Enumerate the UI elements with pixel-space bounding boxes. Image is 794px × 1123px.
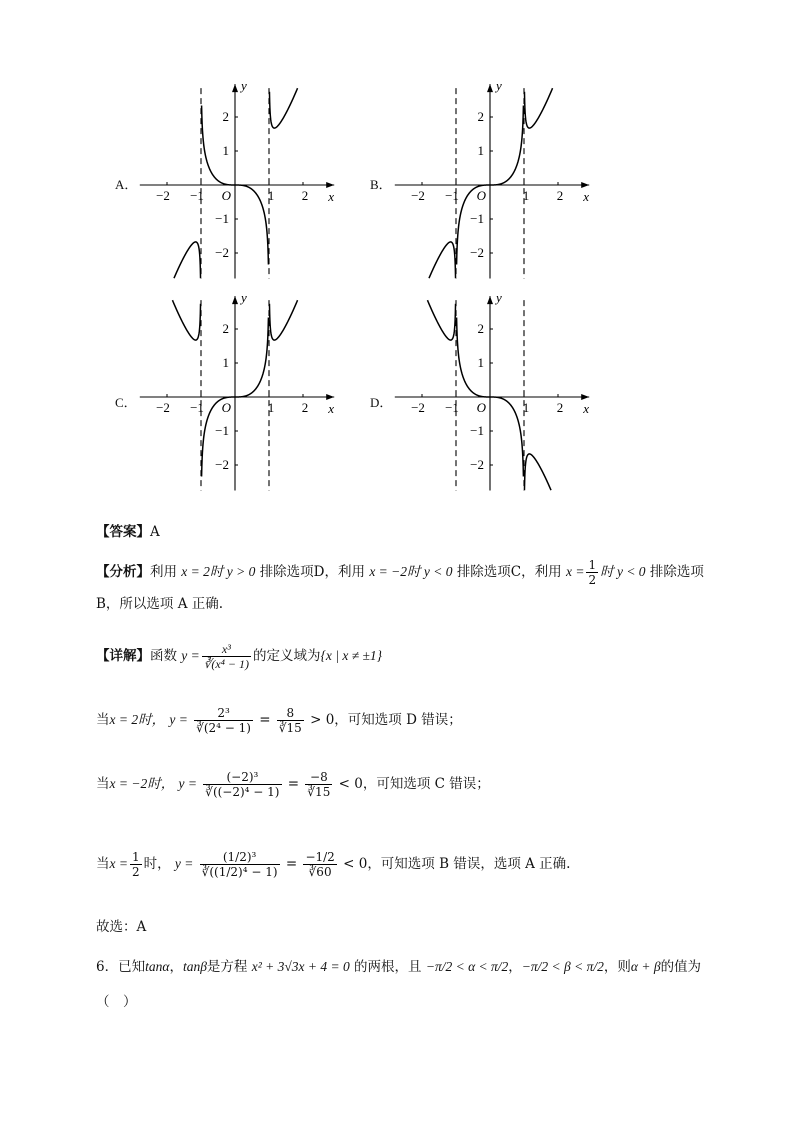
y-tick-label: 1 — [222, 355, 229, 370]
q6-tan-beta: tanβ — [182, 959, 207, 974]
y-tick-label: −1 — [470, 211, 484, 226]
x-tick-label: 1 — [267, 188, 275, 203]
analysis-cond-1: x = 2时 y > 0 — [181, 564, 256, 579]
detail-text-1: 函数 — [150, 648, 177, 664]
x-tick-label: 1 — [522, 400, 530, 415]
case1-line — [96, 706, 734, 735]
graph-option-b — [395, 78, 589, 292]
answer-value: A — [150, 524, 160, 540]
origin-label: O — [476, 188, 486, 203]
analysis-text-1: 利用 — [150, 564, 177, 580]
analysis-text-4: 排除选项 — [649, 564, 704, 580]
curve-right-branch — [524, 88, 552, 128]
case3-line — [96, 850, 734, 879]
y-tick-label: 2 — [477, 321, 484, 336]
q6-text-2: 是方程 — [206, 959, 248, 975]
case2-fraction-1: $\frac{\text{(−2)³}}{\text{∛((−2)⁴ − 1)}}$ — [205, 770, 280, 799]
case2-fraction-2: $\frac{-8}{∛15}$ — [307, 770, 331, 799]
y-tick-label: 1 — [477, 143, 484, 158]
q6-equation: x² + 3√3x + 4 = 0 — [251, 959, 350, 974]
answer-line — [96, 522, 734, 542]
graph-option-c — [140, 290, 334, 504]
case1-fraction-2: $\frac{8}{∛15}$ — [278, 706, 302, 735]
question6-line-2 — [96, 992, 734, 1012]
case1-fraction-1: $\frac{\text{2³}}{\text{∛(2⁴ − 1)}}$ — [196, 706, 251, 735]
curve-left-branch — [427, 300, 455, 340]
analysis-text-2: 排除选项D，利用 — [259, 564, 366, 580]
case3-tail: ，可知选项 B 错误，选项 A 正确. — [367, 856, 571, 872]
y-axis-label: y — [496, 290, 502, 306]
x-tick-label: −1 — [445, 400, 459, 415]
q6-text-3: 的两根，且 — [354, 959, 422, 975]
case3-cond-a: x = — [109, 856, 128, 871]
conclusion-text: 故选：A — [96, 919, 147, 935]
x-axis-arrow-icon — [581, 394, 589, 400]
detail-func-fraction: $\frac{\text{x³}}{\text{∛(x⁴ − 1)}}$ — [203, 642, 250, 671]
y-tick-label: −2 — [470, 457, 484, 472]
analysis-cond-3a: x = — [565, 564, 585, 579]
x-tick-label: −1 — [445, 188, 459, 203]
origin-label: O — [476, 400, 486, 415]
case3-cond-b: 时， — [143, 856, 171, 872]
q6-alpha-plus-beta: α + β — [630, 959, 661, 974]
case1-rel: > 0 — [310, 712, 335, 728]
x-axis-arrow-icon — [326, 394, 334, 400]
x-axis-label: x — [583, 189, 589, 204]
analysis-line-2 — [96, 594, 734, 614]
case3-lhs: y = — [174, 856, 194, 871]
q6-range-alpha: −π/2 < α < π/2 — [425, 959, 509, 974]
y-tick-label: 1 — [222, 143, 229, 158]
x-axis-label: x — [583, 401, 589, 416]
y-axis-label: y — [241, 290, 247, 306]
y-tick-label: 2 — [222, 321, 229, 336]
case3-prefix: 当 — [96, 856, 110, 872]
detail-text-2: 的定义域为 — [253, 648, 321, 664]
case2-line — [96, 770, 734, 799]
detail-tag: 【详解】 — [96, 648, 150, 664]
case2-rel: < 0 — [338, 776, 363, 792]
case2-lhs: y = — [178, 776, 197, 791]
case3-rel: < 0 — [343, 856, 368, 872]
detail-domain: {x | x ≠ ±1} — [320, 648, 383, 663]
case2-tail: ，可知选项 C 错误； — [362, 776, 490, 792]
option-c-label: C． — [115, 395, 137, 410]
y-axis-arrow-icon — [232, 296, 238, 304]
detail-line — [96, 642, 734, 671]
case2-cond: x = −2时， — [109, 776, 175, 791]
analysis-line-1 — [96, 558, 734, 587]
analysis-tag: 【分析】 — [96, 564, 150, 580]
x-tick-label: 1 — [267, 400, 275, 415]
detail-func-lhs: y = — [181, 648, 200, 663]
graph-option-a — [140, 78, 334, 292]
x-tick-label: 2 — [301, 400, 309, 415]
q6-range-beta: −π/2 < β < π/2 — [521, 959, 604, 974]
case1-tail: ，可知选项 D 错误； — [334, 712, 462, 728]
analysis-conclusion: B，所以选项 A 正确. — [96, 596, 224, 612]
y-axis-arrow-icon — [487, 296, 493, 304]
case2-eq: = — [287, 776, 300, 792]
graph-svg — [395, 290, 589, 504]
curve-right-branch — [269, 300, 297, 340]
x-tick-label: −2 — [156, 188, 170, 203]
origin-label: O — [221, 400, 231, 415]
option-a-label: A． — [115, 177, 138, 192]
curve-right-branch — [524, 454, 551, 490]
y-tick-label: 1 — [477, 355, 484, 370]
q6-text-4: ，则 — [603, 959, 631, 975]
option-d-label: D． — [370, 395, 393, 410]
analysis-cond-3b: 时 y < 0 — [600, 564, 646, 579]
graph-svg — [140, 290, 334, 504]
x-axis-arrow-icon — [581, 182, 589, 188]
case3-cond-fraction: $\frac{1}{2}$ — [131, 850, 140, 879]
y-axis-arrow-icon — [232, 84, 238, 92]
case3-fraction-2: $\frac{-1/2}{∛60}$ — [305, 850, 335, 879]
y-tick-label: 2 — [477, 109, 484, 124]
y-tick-label: −1 — [470, 423, 484, 438]
analysis-half-fraction: $\frac{1}{2}$ — [588, 558, 597, 587]
conclusion-line — [96, 917, 734, 937]
origin-label: O — [221, 188, 231, 203]
case3-eq: = — [285, 856, 298, 872]
curve-left-branch — [429, 242, 456, 278]
x-tick-label: −2 — [411, 400, 425, 415]
x-tick-label: 2 — [301, 188, 309, 203]
q6-text-5: 的值为 — [660, 959, 702, 975]
y-axis-label: y — [241, 78, 247, 94]
x-tick-label: −2 — [156, 400, 170, 415]
y-tick-label: −2 — [215, 457, 229, 472]
x-tick-label: 2 — [556, 400, 564, 415]
q6-tan-alpha: tanα — [145, 959, 170, 974]
x-tick-label: −1 — [190, 400, 204, 415]
option-b-label: B． — [370, 177, 392, 192]
x-tick-label: −2 — [411, 188, 425, 203]
y-axis-label: y — [496, 78, 502, 94]
y-tick-label: −2 — [215, 245, 229, 260]
x-tick-label: −1 — [190, 188, 204, 203]
graph-svg — [140, 78, 334, 292]
q6-comma: ， — [508, 959, 522, 975]
analysis-text-3: 排除选项C，利用 — [456, 564, 562, 580]
case1-lhs: y = — [169, 712, 188, 727]
case1-cond: x = 2时， — [109, 712, 166, 727]
y-axis-arrow-icon — [487, 84, 493, 92]
case1-eq: = — [259, 712, 271, 728]
y-tick-label: −1 — [215, 423, 229, 438]
q6-answer-parens: （ ） — [96, 994, 137, 1010]
answer-tag: 【答案】 — [96, 524, 150, 540]
graph-option-d — [395, 290, 589, 504]
x-tick-label: 1 — [522, 188, 530, 203]
q6-text-1: 6．已知 — [96, 959, 146, 975]
question6-line-1 — [96, 957, 734, 977]
case1-prefix: 当 — [96, 712, 110, 728]
curve-left-branch — [172, 300, 200, 340]
curve-left-branch — [174, 242, 201, 278]
y-tick-label: 2 — [222, 109, 229, 124]
x-tick-label: 2 — [556, 188, 564, 203]
graph-svg — [395, 78, 589, 292]
q6-sep: ， — [169, 959, 183, 975]
case3-fraction-1: $\frac{\text{(1/2)³}}{\text{∛((1/2)⁴ − 1)}}$ — [201, 850, 278, 879]
y-tick-label: −1 — [215, 211, 229, 226]
x-axis-label: x — [328, 189, 334, 204]
x-axis-label: x — [328, 401, 334, 416]
y-tick-label: −2 — [470, 245, 484, 260]
case2-prefix: 当 — [96, 776, 110, 792]
x-axis-arrow-icon — [326, 182, 334, 188]
curve-right-branch — [269, 88, 297, 128]
analysis-cond-2: x = −2时 y < 0 — [369, 564, 453, 579]
